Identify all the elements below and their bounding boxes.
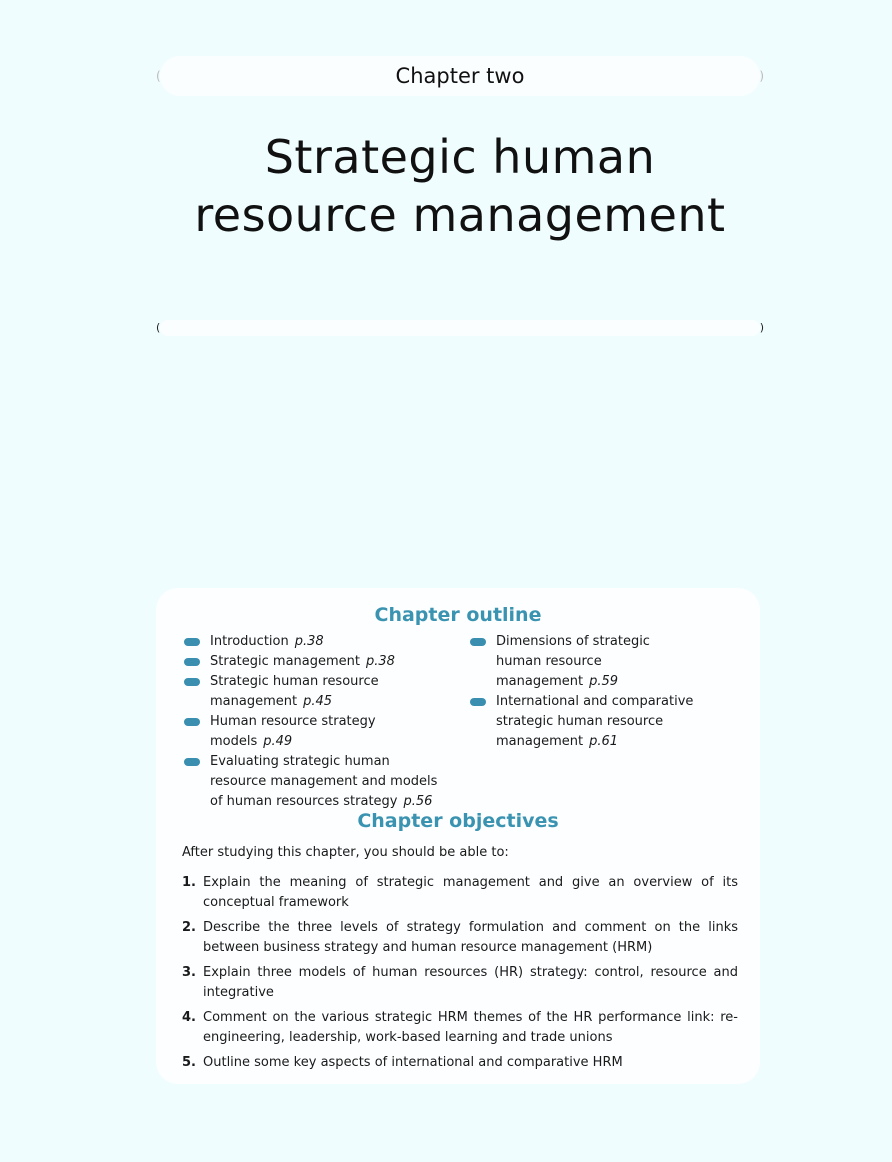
outline-item-text: Introduction xyxy=(210,634,289,649)
bullet-icon xyxy=(184,718,200,726)
objective-number: 4. xyxy=(182,1010,196,1025)
outline-item xyxy=(182,752,442,812)
objective-item xyxy=(182,918,738,958)
outline-item-page: p.56 xyxy=(403,794,433,809)
outline-item xyxy=(182,652,452,672)
outline-item xyxy=(182,632,452,652)
bullet-icon xyxy=(184,638,200,646)
divider-bar xyxy=(156,320,764,336)
objective-item xyxy=(182,873,738,913)
chapter-label: Chapter two xyxy=(395,64,525,88)
objective-item xyxy=(182,963,738,1003)
objective-text: Describe the three levels of strategy formulation and comment on the links between business strategy and human resource management (HRM) xyxy=(203,920,738,955)
title-line-2: resource management xyxy=(194,188,726,242)
outline-item-text: Dimensions of strategic human resource management xyxy=(496,634,650,689)
outline-item-text: Strategic human resource management xyxy=(210,674,379,709)
objectives-list xyxy=(182,873,738,1078)
chapter-objectives-heading: Chapter objectives xyxy=(357,810,559,832)
outline-item xyxy=(182,672,380,712)
divider-cap-left: ( xyxy=(156,321,161,334)
outline-item-page: p.45 xyxy=(303,694,333,709)
divider-cap-right: ) xyxy=(759,321,764,334)
objective-number: 2. xyxy=(182,920,196,935)
objective-item xyxy=(182,1053,738,1073)
outline-item-text: Strategic management xyxy=(210,654,360,669)
objective-number: 5. xyxy=(182,1055,196,1070)
objective-number: 1. xyxy=(182,875,196,890)
outline-item-text: International and comparative strategic human resource management xyxy=(496,694,694,749)
objectives-intro: After studying this chapter, you should be able to: xyxy=(182,845,509,860)
chapter-outline-heading: Chapter outline xyxy=(374,604,542,626)
outline-item-page: p.49 xyxy=(263,734,293,749)
objective-number: 3. xyxy=(182,965,196,980)
outline-item-text: Human resource strategy models xyxy=(210,714,376,749)
objective-text: Outline some key aspects of international and comparative HRM xyxy=(203,1055,623,1070)
outline-item-page: p.59 xyxy=(589,674,619,689)
outline-objectives-panel xyxy=(156,588,760,1084)
outline-item xyxy=(468,632,696,692)
bullet-icon xyxy=(184,658,200,666)
outline-item xyxy=(468,692,696,752)
objective-text: Comment on the various strategic HRM themes of the HR performance link: re-engineering, leadership, work-based learning and trade unions xyxy=(203,1010,738,1045)
objective-text: Explain the meaning of strategic management and give an overview of its conceptual framework xyxy=(203,875,738,910)
bar-cap-left: ( xyxy=(156,69,161,83)
outline-item-text: Evaluating strategic human resource management and models of human resources strategy xyxy=(210,754,438,809)
page-title xyxy=(120,128,800,244)
bullet-icon xyxy=(470,638,486,646)
chapter-label-bar xyxy=(156,56,764,96)
outline-item-page: p.38 xyxy=(294,634,324,649)
outline-item-page: p.38 xyxy=(365,654,395,669)
title-line-1: Strategic human xyxy=(264,130,656,184)
bullet-icon xyxy=(470,698,486,706)
objective-item xyxy=(182,1008,738,1048)
outline-list-left xyxy=(182,632,452,812)
bullet-icon xyxy=(184,678,200,686)
bar-cap-right: ) xyxy=(759,69,764,83)
outline-item-page: p.61 xyxy=(589,734,619,749)
outline-item xyxy=(182,712,452,752)
outline-list-right xyxy=(468,632,738,752)
objective-text: Explain three models of human resources (HR) strategy: control, resource and integrative xyxy=(203,965,738,1000)
bullet-icon xyxy=(184,758,200,766)
